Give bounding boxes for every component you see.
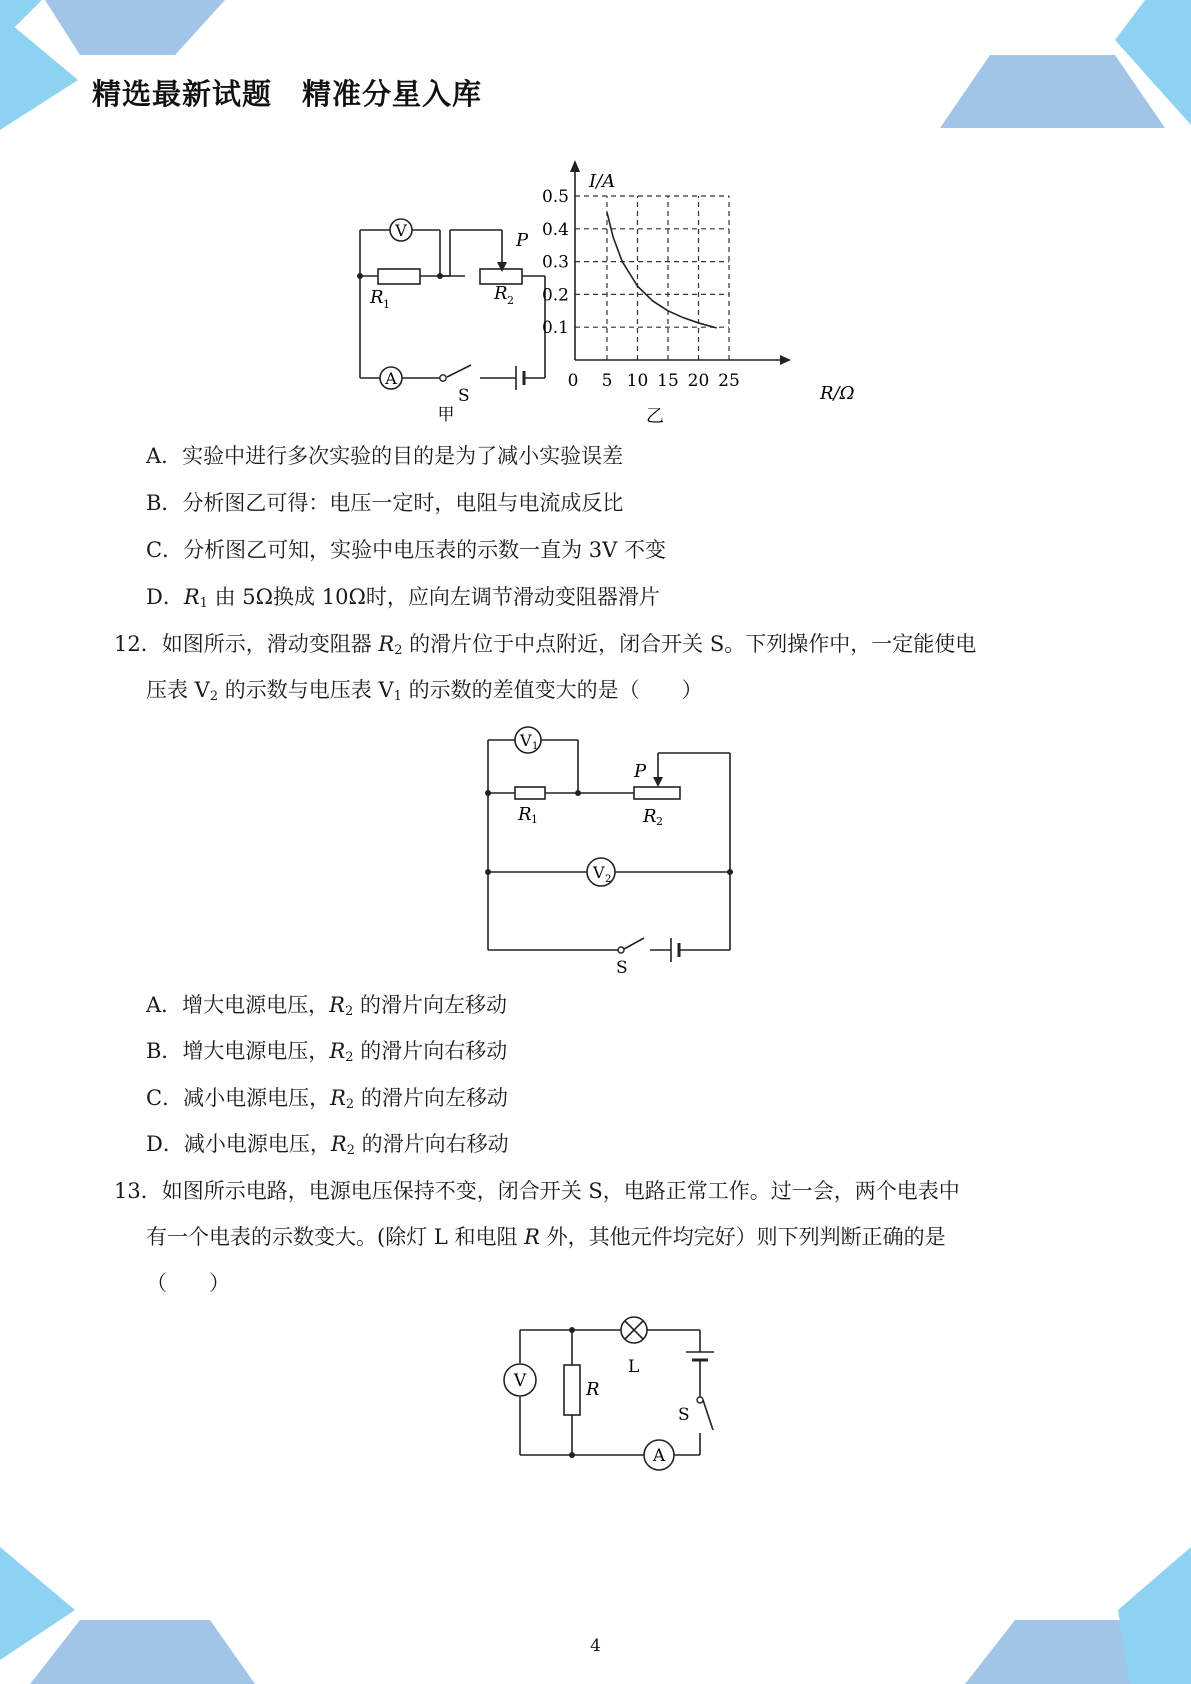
q13-stem-line2 [146, 1222, 946, 1252]
q12-option-c-label: C． [146, 1086, 184, 1110]
q11-option-d-r-sub: 1 [199, 596, 208, 611]
x-tick-label-10: 10 [626, 371, 649, 391]
q13-lamp-label: L [628, 1357, 640, 1377]
q12-option-a-text1: 增大电源电压， [182, 993, 330, 1017]
q12-option-c-text2: 的滑片向左移动 [354, 1086, 508, 1110]
q12-line2-a: 压表 V [146, 678, 210, 702]
q12-v1-sub: 1 [532, 741, 539, 752]
q11-option-a[interactable] [146, 441, 623, 471]
graph-x-axis-label: R/Ω [820, 383, 855, 404]
q12-option-b-r: R [329, 1039, 346, 1063]
q12-option-d[interactable] [146, 1129, 509, 1166]
q12-r1-letter: R [518, 804, 532, 825]
q13-switch-label: S [678, 1405, 690, 1425]
q12-option-c[interactable] [146, 1083, 508, 1120]
q13-stem-line3: （ ） [146, 1271, 230, 1295]
q11-option-c-label: C． [146, 538, 184, 562]
q13-circuit-diagram [500, 1315, 730, 1475]
q12-v2-sub: 2 [605, 874, 612, 885]
q12-slider-label: P [634, 761, 647, 782]
q13-stem-line1: 13．如图所示电路，电源电压保持不变，闭合开关 S，电路正常工作。过一会，两个电表中 [114, 1179, 960, 1203]
q12-line2-b: 的示数与电压表 V [218, 678, 394, 702]
q12-option-a-label: A． [146, 993, 183, 1017]
q12-option-a[interactable] [146, 990, 507, 1027]
q11-slider-label: P [516, 230, 529, 251]
q12-option-b[interactable] [146, 1036, 507, 1073]
x-axis-arrow [780, 355, 791, 365]
q12-stem-line1 [114, 629, 976, 666]
graph-y-axis-label: I/A [589, 171, 616, 192]
q12-stem-line2 [146, 675, 703, 712]
q11-option-d-text: 由 5Ω换成 10Ω时，应向左调节滑动变阻器滑片 [207, 585, 660, 609]
x-tick-label-5: 5 [601, 371, 613, 391]
q13-line2-a: 有一个电表的示数变大。(除灯 L 和电阻 [146, 1225, 525, 1249]
q12-option-d-label: D． [146, 1132, 184, 1156]
q11-circuit-diagram [340, 210, 565, 425]
q13-line2-b: 外，其他元件均完好）则下列判断正确的是 [539, 1225, 946, 1249]
y-tick-label-0-2: 0.2 [541, 285, 569, 306]
q12-option-d-text2: 的滑片向右移动 [354, 1132, 509, 1156]
q11-option-a-label: A． [146, 444, 183, 468]
q13-ammeter-label: A [652, 1446, 666, 1466]
q11-option-d[interactable] [146, 582, 660, 619]
q12-line1-a: 12．如图所示，滑动变阻器 [114, 632, 379, 656]
q11-graph-caption: 乙 [646, 406, 664, 427]
q11-circuit-caption: 甲 [437, 405, 455, 425]
series-line-0 [607, 212, 717, 327]
q12-r2-letter: R [643, 806, 657, 827]
q12-switch-label: S [616, 958, 628, 978]
q12-option-b-label: B． [146, 1039, 183, 1063]
y-tick-label-0-3: 0.3 [541, 252, 569, 273]
q13-voltmeter-label: V [513, 1371, 527, 1391]
q12-option-b-sub: 2 [345, 1050, 354, 1065]
q11-option-d-r: R [183, 585, 200, 609]
q11-option-d-label: D． [146, 585, 184, 609]
q11-r1-sub: 1 [383, 298, 390, 311]
q11-option-a-text: 实验中进行多次实验的目的是为了减小实验误差 [182, 444, 624, 468]
q12-option-a-r: R [329, 993, 345, 1017]
q11-option-b-label: B． [146, 491, 183, 515]
graph-grid [575, 196, 729, 360]
q12-v2-letter: V [593, 863, 605, 882]
q12-option-b-text2: 的滑片向右移动 [353, 1039, 508, 1063]
q12-option-b-text1: 增大电源电压， [182, 1039, 330, 1063]
q11-r1-letter: R [370, 287, 384, 308]
q12-line1-r-sub: 2 [394, 643, 403, 658]
q12-line2-sub-b: 1 [393, 689, 402, 704]
q11-ammeter-label: A [385, 369, 397, 388]
q11-r2-letter: R [494, 283, 508, 304]
q11-ir-graph [541, 160, 875, 435]
q12-option-d-text1: 减小电源电压， [183, 1132, 331, 1156]
q12-r2-sub: 2 [656, 815, 663, 828]
q12-r1-sub: 1 [531, 813, 538, 826]
q12-option-a-text2: 的滑片向左移动 [353, 993, 507, 1017]
q13-line2-r: R [524, 1225, 540, 1249]
q11-option-c-text: 分析图乙可知，实验中电压表的示数一直为 3V 不变 [183, 538, 666, 562]
q12-option-a-sub: 2 [344, 1004, 354, 1019]
graph-curve [607, 212, 717, 327]
q11-option-b-text: 分析图乙可得：电压一定时，电阻与电流成反比 [182, 491, 624, 515]
q12-option-d-sub: 2 [346, 1143, 355, 1158]
y-tick-label-0-1: 0.1 [541, 318, 569, 339]
q13-resistor-label: R [586, 1379, 600, 1400]
q12-v1-letter: V [520, 731, 532, 750]
q12-option-c-text1: 减小电源电压， [183, 1086, 331, 1110]
header-title-right: 精准分星入库 [302, 77, 483, 111]
q12-option-c-r: R [330, 1086, 346, 1110]
q11-voltmeter-label: V [395, 221, 407, 240]
q12-line1-r: R [378, 632, 395, 656]
y-tick-label-0-5: 0.5 [541, 187, 569, 207]
page-number: 4 [590, 1636, 601, 1656]
q12-line2-c: 的示数的差值变大的是（ ） [401, 678, 703, 702]
q11-option-c[interactable] [146, 535, 666, 565]
x-tick-label-0: 0 [567, 371, 579, 391]
q11-option-b[interactable] [146, 488, 623, 518]
header-title-left: 精选最新试题 [92, 77, 273, 111]
x-tick-label-15: 15 [657, 371, 679, 391]
q12-option-c-sub: 2 [345, 1097, 355, 1112]
q12-line2-sub-a: 2 [209, 689, 219, 704]
y-tick-label-0-4: 0.4 [541, 219, 569, 240]
q11-r2-sub: 2 [507, 294, 514, 307]
q12-option-d-r: R [330, 1132, 347, 1156]
q12-circuit-diagram [480, 720, 740, 978]
q11-switch-label: S [458, 386, 470, 406]
x-tick-label-20: 20 [687, 371, 710, 391]
q12-line1-b: 的滑片位于中点附近，闭合开关 S。下列操作中，一定能使电 [402, 632, 977, 656]
header-title [92, 72, 482, 113]
x-tick-label-25: 25 [718, 371, 740, 391]
